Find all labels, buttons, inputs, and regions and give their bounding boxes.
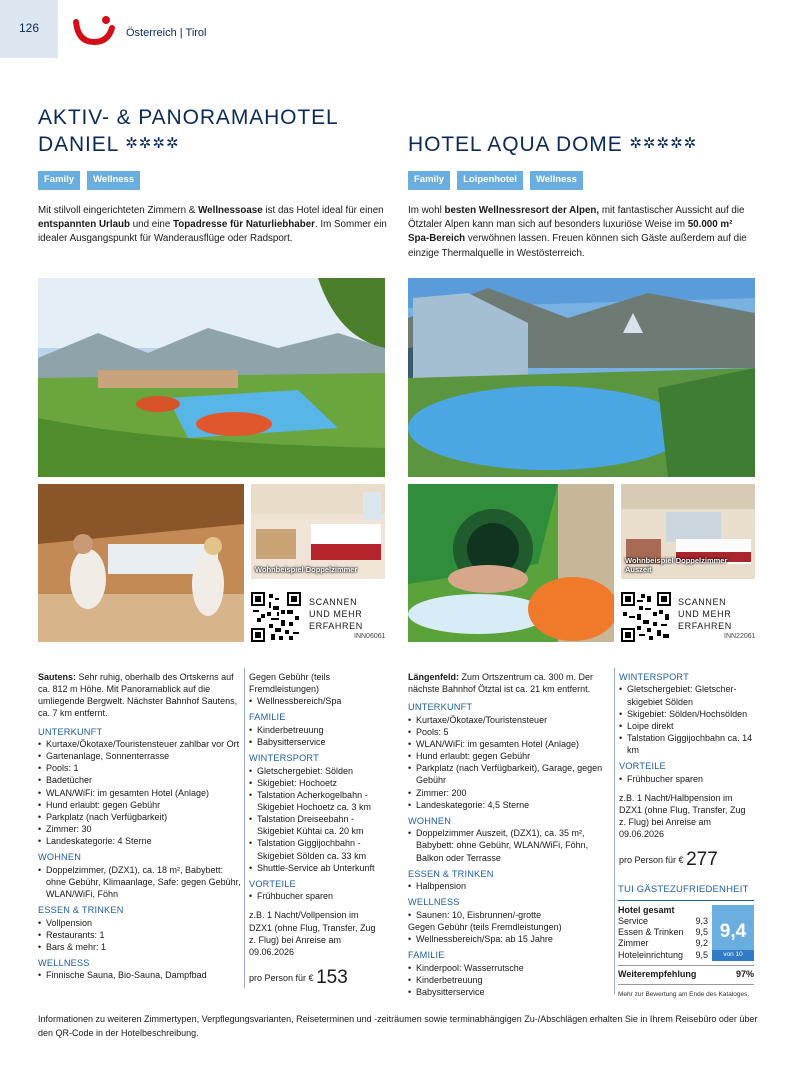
scan-line: SCANNEN: [309, 597, 358, 607]
hotel2-room-photo: [621, 484, 755, 579]
tag-family: Family: [408, 171, 450, 190]
list-item: • Kinderpool: Wasserrutsche: [408, 962, 610, 974]
scan-line: SCANNEN: [678, 597, 727, 607]
list-item: • Hund erlaubt: gegen Gebühr: [38, 799, 242, 811]
hotel1-title-line2: DANIEL: [38, 133, 119, 157]
hotel2-location: [408, 671, 610, 695]
list-item: • Wellnessbereich/Spa: ab 15 Jahre: [408, 933, 610, 945]
rating-row: [618, 950, 712, 961]
intro-text: Mit stilvoll eingerichteten Zimmern &: [38, 205, 199, 216]
hotel1-room-photo: [251, 484, 385, 579]
section-heading: UNTERKUNFT: [38, 726, 103, 737]
section-heading: FAMILIE: [249, 712, 286, 723]
intro-bold: Wellnessoase: [198, 205, 263, 216]
hotel2-slide-photo: [408, 484, 614, 642]
section-heading: WELLNESS: [38, 957, 90, 968]
list-item: • Parkplatz (nach Verfügbarkeit): [38, 811, 242, 823]
price-line: [249, 965, 383, 991]
scan-line: UND MEHR: [678, 609, 732, 620]
list-item: • Gletschergebiet: Sölden: [249, 765, 383, 777]
list-item: • Wellnessbereich/Spa: [249, 695, 383, 707]
hotel2-qr-code[interactable]: [621, 592, 671, 642]
list-item: • Babysitterservice: [408, 986, 610, 998]
intro-text: und eine: [130, 219, 174, 231]
hotel1-pool-photo: [38, 278, 385, 477]
list-item: • Gartenanlage, Sonnenterrasse: [38, 750, 242, 762]
list-item: • Pools: 1: [38, 762, 242, 774]
hotel2-title-text: HOTEL AQUA DOME: [408, 133, 623, 156]
list-item: • WLAN/WiFi: im gesamten Hotel (Anlage): [38, 787, 242, 799]
location-name: Längenfeld:: [408, 672, 459, 682]
hotel1-sauna-photo: [38, 484, 244, 642]
tag-wellness: Wellness: [87, 171, 140, 190]
intro-text: . Im Sommer ein idealer Ausgangspunkt für Wanderausflüge oder Radsport.: [38, 219, 387, 245]
location-text: Sehr ruhig, oberhalb des Ortskerns auf ca. 812 m Höhe. Mit Panoramablick auf die umliegende Bergwelt. Nächster Bahnhof Sautens, ca. 7 km entfernt.: [38, 672, 238, 719]
column-divider: [614, 668, 615, 994]
hotel2-scan-text: [678, 596, 732, 632]
hotel1-details-col1: [38, 671, 242, 982]
list-item: • Halbpension: [408, 880, 610, 892]
scan-line: UND MEHR: [309, 609, 363, 620]
hotel2-details-col1: [408, 671, 610, 998]
list-item: • WLAN/WiFi: im gesamten Hotel (Anlage): [408, 738, 610, 750]
list-item: • Landeskategorie: 4,5 Sterne: [408, 799, 610, 811]
list-item: • Kurtaxe/Ökotaxe/Touristensteuer: [408, 714, 610, 726]
list-item: • Vollpension: [38, 917, 242, 929]
section-heading: WINTERSPORT: [249, 753, 319, 764]
hotel2-stars: ✲✲✲✲✲: [629, 135, 698, 152]
list-item: • Doppelzimmer, (DZX1), ca. 18 m², Babybett: ohne Gebühr, Klimaanlage, Safe: gegen Gebühr, WLAN/WiFi, Föhn: [38, 864, 242, 900]
unterkunft-list: [38, 738, 242, 847]
list-item: • Restaurants: 1: [38, 929, 242, 941]
price-note: z.B. 1 Nacht/Halbpension im DZX1 (ohne Flug, Transfer, Zug z. Flug) bei Anreise am 09.06.2026: [619, 792, 746, 840]
hotel1-tags: [38, 171, 140, 190]
list-item: • Frühbucher sparen: [249, 890, 383, 902]
intro-text: verwöhnen lassen. Freuen können sich Gäste außerdem auf die einzige Thermalquelle in Westösterreich.: [408, 233, 747, 259]
list-item: • Talstation Acherkogelbahn - Skigebiet Hochoetz ca. 3 km: [249, 789, 383, 813]
section-heading: VORTEILE: [249, 878, 296, 889]
footer-note: Informationen zu weiteren Zimmertypen, Verpflegungsvarianten, Reiseterminen und -zeiträumen sowie terminabhängigen Zu-/Abschlägen erhalten Sie in Ihrem Reisebüro oder über den QR-Code in der Hotelbeschreibung.: [38, 1014, 758, 1038]
intro-bold: besten Wellnessresort der Alpen,: [444, 205, 600, 216]
list-item: • Talstation Giggijochbahn - Skigebiet Sölden ca. 33 km: [249, 837, 383, 861]
rating-label: Essen & Trinken: [618, 927, 684, 938]
location-text: Zum Ortszentrum ca. 300 m. Der nächste Bahnhof Ötztal ist ca. 21 km entfernt.: [408, 672, 594, 695]
list-item: • Zimmer: 30: [38, 823, 242, 835]
list-item: • Kinderbetreuung: [408, 974, 610, 986]
hotel2-title: [408, 131, 697, 158]
recommendation-value: 97%: [735, 968, 754, 979]
section-heading: WOHNEN: [38, 852, 82, 863]
list-item: • Doppelzimmer Auszeit, (DZX1), ca. 35 m², Babybett: ohne Gebühr, WLAN/WiFi, Föhn, Balkon oder Terrasse: [408, 827, 610, 863]
room-caption: Wohnbeispiel Doppelzimmer: [255, 565, 358, 574]
rating-heading: TUI GÄSTEZUFRIEDENHEIT: [618, 884, 754, 901]
price-note: z.B. 1 Nacht/Vollpension im DZX1 (ohne Flug, Transfer, Zug z. Flug) bei Anreise am 09.06.2026: [249, 910, 376, 957]
list-item: • Frühbucher sparen: [619, 773, 755, 785]
section-heading: ESSEN & TRINKEN: [408, 868, 494, 879]
rating-note: Mehr zur Bewertung am Ende des Kataloges.: [618, 990, 750, 998]
section-heading: ESSEN & TRINKEN: [38, 905, 124, 916]
list-item: • Kurtaxe/Ökotaxe/Touristensteuer zahlbar vor Ort: [38, 738, 242, 750]
rating-row: [618, 916, 712, 927]
rating-value: 9,5: [695, 927, 708, 938]
recommendation-label: Weiterempfehlung: [618, 968, 697, 979]
recommendation-row: [618, 965, 754, 985]
list-item: • Pools: 5: [408, 726, 610, 738]
price-label: pro Person für €: [249, 972, 314, 983]
list-item: • Badetücher: [38, 774, 242, 786]
list-item: • Finnische Sauna, Bio-Sauna, Dampfbad: [38, 969, 242, 981]
tui-logo: [72, 14, 116, 51]
list-item: • Skigebiet: Sölden/Hochsölden: [619, 708, 755, 720]
intro-bold: entspannten Urlaub: [38, 219, 130, 231]
hotel2-intro: [408, 204, 756, 261]
section-heading: FAMILIE: [408, 950, 445, 961]
section-heading: WINTERSPORT: [619, 672, 689, 682]
price-line: [619, 847, 755, 873]
list-item: • Talstation Giggijochbahn ca. 14 km: [619, 732, 755, 756]
list-item: • Bars & mehr: 1: [38, 941, 242, 953]
rating-score-badge: [712, 905, 754, 961]
intro-bold: 50.000 m² Spa-Bereich: [408, 219, 733, 245]
page-number: 126: [0, 0, 58, 58]
price-amount: 153: [316, 966, 348, 988]
rating-value: 9,5: [695, 949, 708, 960]
price-label: pro Person für €: [619, 855, 684, 866]
hotel1-title: [38, 104, 339, 159]
rating-value: 9,2: [695, 938, 708, 949]
scan-line: ERFAHREN: [678, 621, 732, 632]
hotel1-details-col2: [249, 671, 383, 991]
breadcrumb: Österreich | Tirol: [126, 27, 207, 39]
list-item: • Gletschergebiet: Gletscher-skigebiet Sölden: [619, 683, 755, 707]
list-item: • Kinderbetreuung: [249, 724, 383, 736]
column-divider: [244, 668, 245, 988]
rating-scale: von 10: [712, 950, 754, 961]
list-item: • Saunen: 10, Eisbrunnen/-grotte: [408, 909, 610, 921]
fee-note: Gegen Gebühr (teils Fremdleistungen): [408, 921, 562, 932]
rating-score: 9,4: [719, 921, 747, 943]
hotel1-code: INN06061: [354, 633, 386, 640]
fee-note: Gegen Gebühr (teils Fremdleistungen): [249, 672, 331, 695]
rating-row: [618, 927, 712, 938]
list-item: • Babysitterservice: [249, 736, 383, 748]
list-item: • Parkplatz (nach Verfügbarkeit), Garage, gegen Gebühr: [408, 762, 610, 786]
intro-text: ist das Hotel ideal für einen: [262, 205, 384, 216]
hotel2-tags: [408, 171, 583, 190]
guest-rating-box: [618, 884, 754, 999]
hotel2-code: INN22061: [724, 633, 756, 640]
hotel2-details-col2: [619, 671, 755, 873]
section-heading: VORTEILE: [619, 761, 666, 772]
section-heading: UNTERKUNFT: [408, 702, 473, 713]
hotel1-intro: [38, 204, 388, 247]
list-item: • Loipe direkt: [619, 720, 755, 732]
hotel1-qr-code[interactable]: [251, 592, 301, 642]
list-item: • Zimmer: 200: [408, 787, 610, 799]
location-name: Sautens:: [38, 672, 77, 682]
rating-label: Hoteleinrichtung: [618, 949, 684, 960]
section-heading: WOHNEN: [408, 815, 452, 826]
list-item: • Talstation Dreiseebahn - Skigebiet Kühtai ca. 20 km: [249, 813, 383, 837]
scan-line: ERFAHREN: [309, 621, 363, 632]
list-item: • Landeskategorie: 4 Sterne: [38, 835, 242, 847]
list-item: • Hund erlaubt: gegen Gebühr: [408, 750, 610, 762]
hotel1-location: [38, 671, 242, 720]
rating-label: Service: [618, 915, 649, 926]
hotel1-title-line1: AKTIV- & PANORAMAHOTEL: [38, 106, 339, 129]
rating-value: 9,3: [695, 915, 708, 926]
tag-loipenhotel: Loipenhotel: [457, 171, 523, 190]
room-caption: Wohnbeispiel Doppelzimmer Auszeit: [625, 556, 728, 574]
rating-row: [618, 938, 712, 949]
intro-text: Im wohl: [408, 205, 445, 216]
rating-label: Zimmer: [618, 938, 649, 949]
intro-bold: Topadresse für Naturliebhaber: [173, 219, 315, 231]
hotel2-pool-photo: [408, 278, 755, 477]
hotel1-stars: ✲✲✲✲: [125, 135, 180, 153]
section-heading: WELLNESS: [408, 897, 460, 908]
intro-text: mit fantastischer Aussicht auf die Ötztaler Alpen kann man sich auf besonders luxuriöse Weise im: [408, 205, 745, 231]
tag-wellness: Wellness: [530, 171, 583, 190]
tag-family: Family: [38, 171, 80, 190]
list-item: • Skigebiet: Hochoetz: [249, 777, 383, 789]
list-item: • Shuttle-Service ab Unterkunft: [249, 862, 383, 874]
price-amount: 277: [686, 849, 718, 871]
rating-total-label: Hotel gesamt: [618, 904, 675, 915]
hotel1-scan-text: [309, 596, 363, 632]
